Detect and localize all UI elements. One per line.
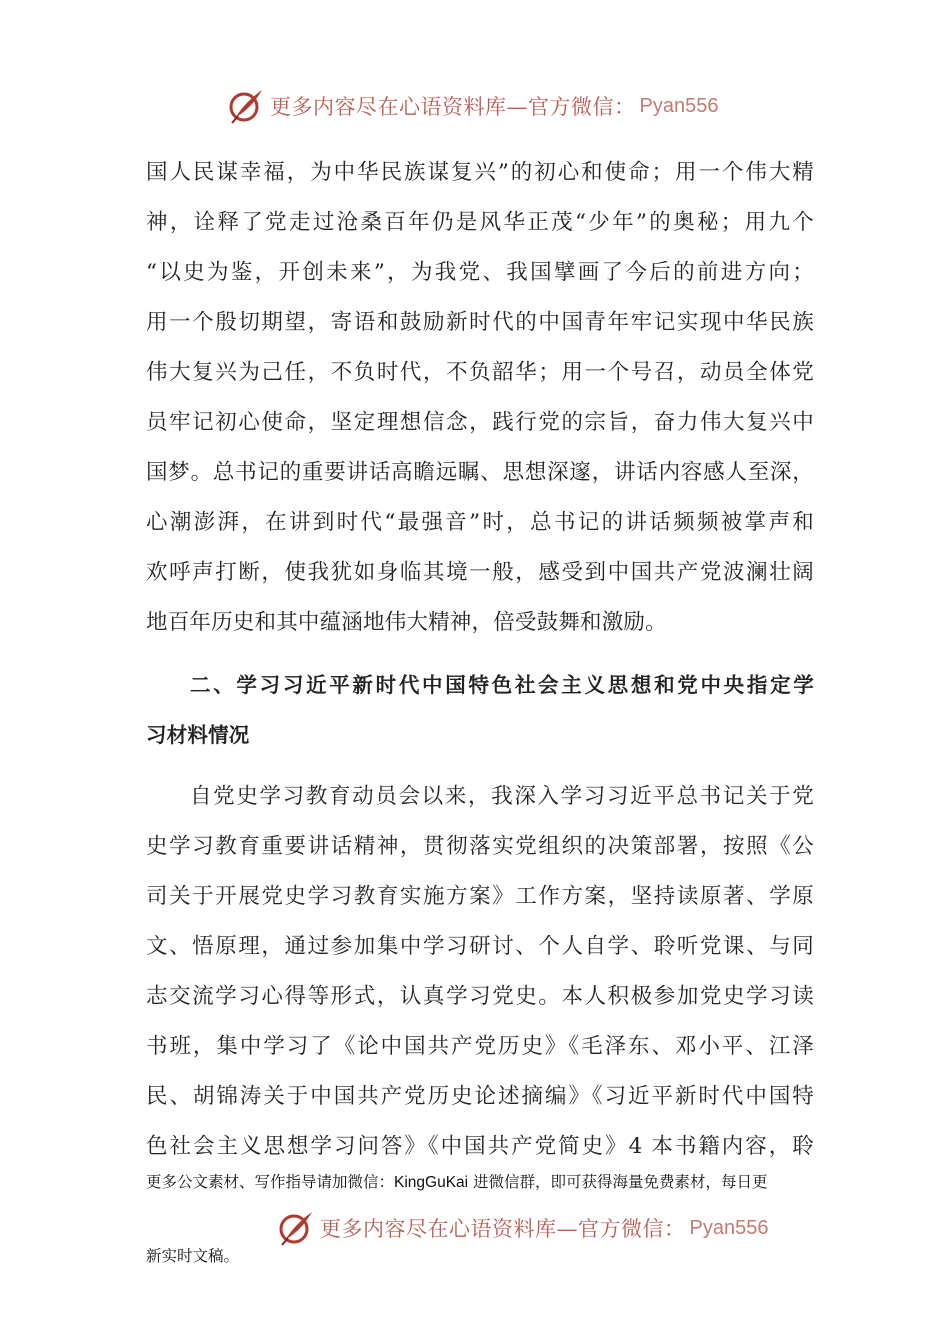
section-heading [146,660,814,760]
text-line: 国梦。总书记的重要讲话高瞻远瞩、思想深邃，讲话内容感人至深， [146,460,814,485]
text-line: 神，诠释了党走过沧桑百年仍是风华正茂“少年”的奥秘；用九个 [146,210,814,235]
text-line: 史学习教育重要讲话精神，贯彻落实党组织的决策部署，按照《公 [146,834,814,859]
footer-note [146,1168,806,1197]
banner-wechat-id: Pyan556 [639,94,719,117]
text-line: 文、悟原理，通过参加集中学习研讨、个人自学、聆听党课、与同 [146,934,814,959]
quill-logo-icon [276,1208,316,1248]
paragraph-1 [146,148,814,648]
text-line: 用一个殷切期望，寄语和鼓励新时代的中国青年牢记实现中华民族 [146,310,814,335]
heading-line: 二、学习习近平新时代中国特色社会主义思想和党中央指定学 [190,673,814,697]
text-line: “以史为鉴，开创未来”，为我党、我国擘画了今后的前进方向； [146,260,814,285]
footer-text-before: 更多公文素材、写作指导请加微信： [146,1173,395,1191]
text-line: 志交流学习心得等形式，认真学习党史。本人积极参加党史学习读 [146,984,814,1009]
text-line: 地百年历史和其中蕴涵地伟大精神，倍受鼓舞和激励。 [146,610,667,635]
heading-line: 习材料情况 [146,723,250,747]
footer-tail: 新实时文稿。 [146,1247,240,1265]
text-line: 书班，集中学习了《论中国共产党历史》《毛泽东、邓小平、江泽 [146,1034,814,1059]
text-line: 员牢记初心使命，坚定理想信念，践行党的宗旨，奋力伟大复兴中 [146,410,814,435]
document-body [146,148,814,1172]
text-line: 色社会主义思想学习问答》《中国共产党简史》4 本书籍内容，聆 [146,1134,814,1159]
text-line: 心潮澎湃，在讲到时代“最强音”时，总书记的讲话频频被掌声和 [146,510,814,535]
text-line: 伟大复兴为己任，不负时代，不负韶华；用一个号召，动员全体党 [146,360,814,385]
header-banner [226,84,718,128]
text-line: 自党史学习教育动员会以来，我深入学习习近平总书记关于党 [190,784,814,809]
text-line: 国人民谋幸福，为中华民族谋复兴”的初心和使命；用一个伟大精 [146,160,814,185]
text-line: 民、胡锦涛关于中国共产党历史论述摘编》《习近平新时代中国特 [146,1084,814,1109]
banner-wechat-id: Pyan556 [689,1216,769,1239]
text-line: 欢呼声打断，使我犹如身临其境一般，感受到中国共产党波澜壮阔 [146,560,814,585]
text-line: 司关于开展党史学习教育实施方案》工作方案，坚持读原著、学原 [146,884,814,909]
banner-text: 更多内容尽在心语资料库—官方微信： [270,95,636,119]
paragraph-2 [146,772,814,1172]
footer-wechat-id: KingGuKai [394,1174,469,1191]
banner-text: 更多内容尽在心语资料库—官方微信： [320,1217,686,1241]
footer-text-after: 进微信群，即可获得海量免费素材，每日更 [468,1173,768,1191]
quill-logo-icon [226,86,266,126]
footer-banner [276,1206,768,1250]
